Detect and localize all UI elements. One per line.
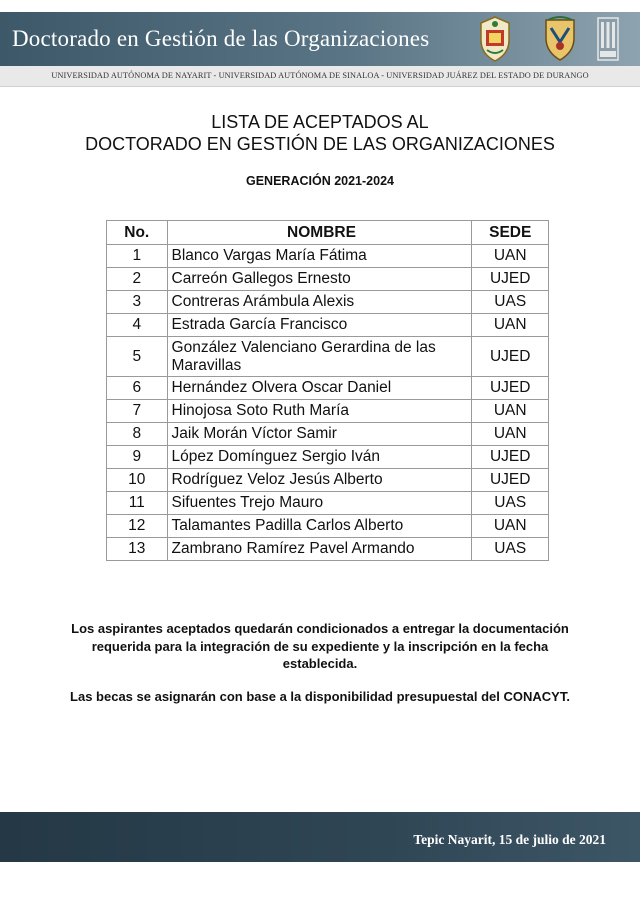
uan-logo: [478, 16, 512, 62]
cell-name: López Domínguez Sergio Iván: [167, 446, 472, 469]
cell-sede: UAS: [472, 492, 549, 515]
cell-no: 11: [107, 492, 168, 515]
column-header-name: NOMBRE: [167, 221, 472, 245]
cell-sede: UAN: [472, 515, 549, 538]
table-row: [107, 291, 549, 314]
cell-no: 13: [107, 538, 168, 561]
place-date: Tepic Nayarit, 15 de julio de 2021: [413, 832, 606, 847]
cell-sede: UJED: [472, 337, 549, 377]
cell-name: Jaik Morán Víctor Samir: [167, 423, 472, 446]
column-header-sede: SEDE: [472, 221, 549, 245]
program-title: Doctorado en Gestión de las Organizaciones: [12, 26, 430, 51]
cell-name: Zambrano Ramírez Pavel Armando: [167, 538, 472, 561]
column-header-no: No.: [107, 221, 168, 245]
table-header-row: [107, 221, 549, 245]
cell-sede: UJED: [472, 469, 549, 492]
cell-name: Carreón Gallegos Ernesto: [167, 268, 472, 291]
cell-sede: UAN: [472, 400, 549, 423]
conditions-note: Los aspirantes aceptados quedarán condicionados a entregar la documentación requerida para la integración de su expediente y la inscripción en la fecha establecida.: [71, 621, 569, 671]
accepted-list-table: [106, 220, 549, 561]
document-title-line2: DOCTORADO EN GESTIÓN DE LAS ORGANIZACIONES: [85, 134, 555, 154]
cell-no: 8: [107, 423, 168, 446]
cell-name: Hernández Olvera Oscar Daniel: [167, 377, 472, 400]
cell-sede: UAN: [472, 423, 549, 446]
cell-sede: UAS: [472, 291, 549, 314]
cell-no: 7: [107, 400, 168, 423]
cell-sede: UJED: [472, 268, 549, 291]
scholarship-note: Las becas se asignarán con base a la disponibilidad presupuestal del CONACYT.: [70, 689, 570, 704]
cell-sede: UJED: [472, 377, 549, 400]
cell-name: Sifuentes Trejo Mauro: [167, 492, 472, 515]
ujed-logo: [596, 16, 620, 62]
cell-name: Blanco Vargas María Fátima: [167, 245, 472, 268]
cell-sede: UAS: [472, 538, 549, 561]
generation-label: GENERACIÓN 2021-2024: [246, 174, 394, 188]
cell-sede: UAN: [472, 245, 549, 268]
cell-no: 2: [107, 268, 168, 291]
table-row: [107, 538, 549, 561]
table-row: [107, 245, 549, 268]
cell-name: Rodríguez Veloz Jesús Alberto: [167, 469, 472, 492]
cell-no: 1: [107, 245, 168, 268]
cell-name: Estrada García Francisco: [167, 314, 472, 337]
table-row: [107, 469, 549, 492]
document-title-line1: LISTA DE ACEPTADOS AL: [211, 112, 429, 132]
cell-no: 4: [107, 314, 168, 337]
cell-no: 3: [107, 291, 168, 314]
table-row: [107, 515, 549, 538]
cell-name: Talamantes Padilla Carlos Alberto: [167, 515, 472, 538]
table-row: [107, 400, 549, 423]
cell-no: 5: [107, 337, 168, 377]
cell-no: 10: [107, 469, 168, 492]
cell-no: 12: [107, 515, 168, 538]
table-row: [107, 423, 549, 446]
cell-sede: UAN: [472, 314, 549, 337]
cell-name: González Valenciano Gerardina de las Maravillas: [167, 337, 472, 377]
table-row: [107, 377, 549, 400]
cell-name: Hinojosa Soto Ruth María: [167, 400, 472, 423]
table-row: [107, 492, 549, 515]
universities-line: UNIVERSIDAD AUTÓNOMA DE NAYARIT - UNIVERSIDAD AUTÓNOMA DE SINALOA - UNIVERSIDAD JUÁREZ DEL ESTADO DE DURANGO: [51, 71, 589, 80]
table-row: [107, 446, 549, 469]
table-row: [107, 337, 549, 377]
table-row: [107, 314, 549, 337]
cell-name: Contreras Arámbula Alexis: [167, 291, 472, 314]
cell-no: 6: [107, 377, 168, 400]
cell-no: 9: [107, 446, 168, 469]
uas-logo: [543, 16, 577, 62]
table-row: [107, 268, 549, 291]
cell-sede: UJED: [472, 446, 549, 469]
